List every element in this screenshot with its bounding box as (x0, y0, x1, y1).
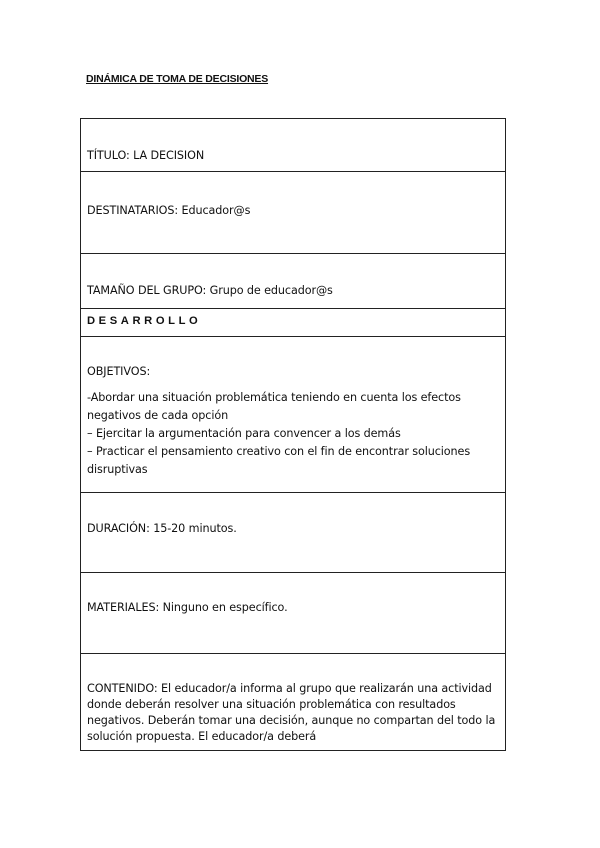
objective-item: – Practicar el pensamiento creativo con el fin de encontrar soluciones disruptivas (87, 445, 471, 476)
title-row: TÍTULO: LA DECISION (81, 119, 505, 172)
document-heading: DINÁMICA DE TOMA DE DECISIONES (86, 73, 269, 85)
materials-row: MATERIALES: Ninguno en específico. (81, 573, 505, 654)
objective-item: – Ejercitar la argumentación para convencer a los demás (87, 427, 401, 440)
development-header-row: DESARROLLO (81, 309, 505, 337)
objectives-label: OBJETIVOS: (87, 365, 151, 378)
group-size-row: TAMAÑO DEL GRUPO: Grupo de educador@s (81, 254, 505, 309)
objectives-row (81, 337, 505, 493)
duration-row: DURACIÓN: 15-20 minutos. (81, 493, 505, 573)
recipients-row: DESTINATARIOS: Educador@s (81, 172, 505, 254)
content-row: CONTENIDO: El educador/a informa al grupo que realizarán una actividad donde deberán resolver una situación problemática con resultados negativos. Deberán tomar una decisión, aunque no compartan del todo la solución propuesta. El educador/a deberá (87, 682, 496, 743)
activity-table (80, 118, 506, 751)
objective-item: -Abordar una situación problemática teniendo en cuenta los efectos negativos de cada opción (87, 391, 461, 422)
